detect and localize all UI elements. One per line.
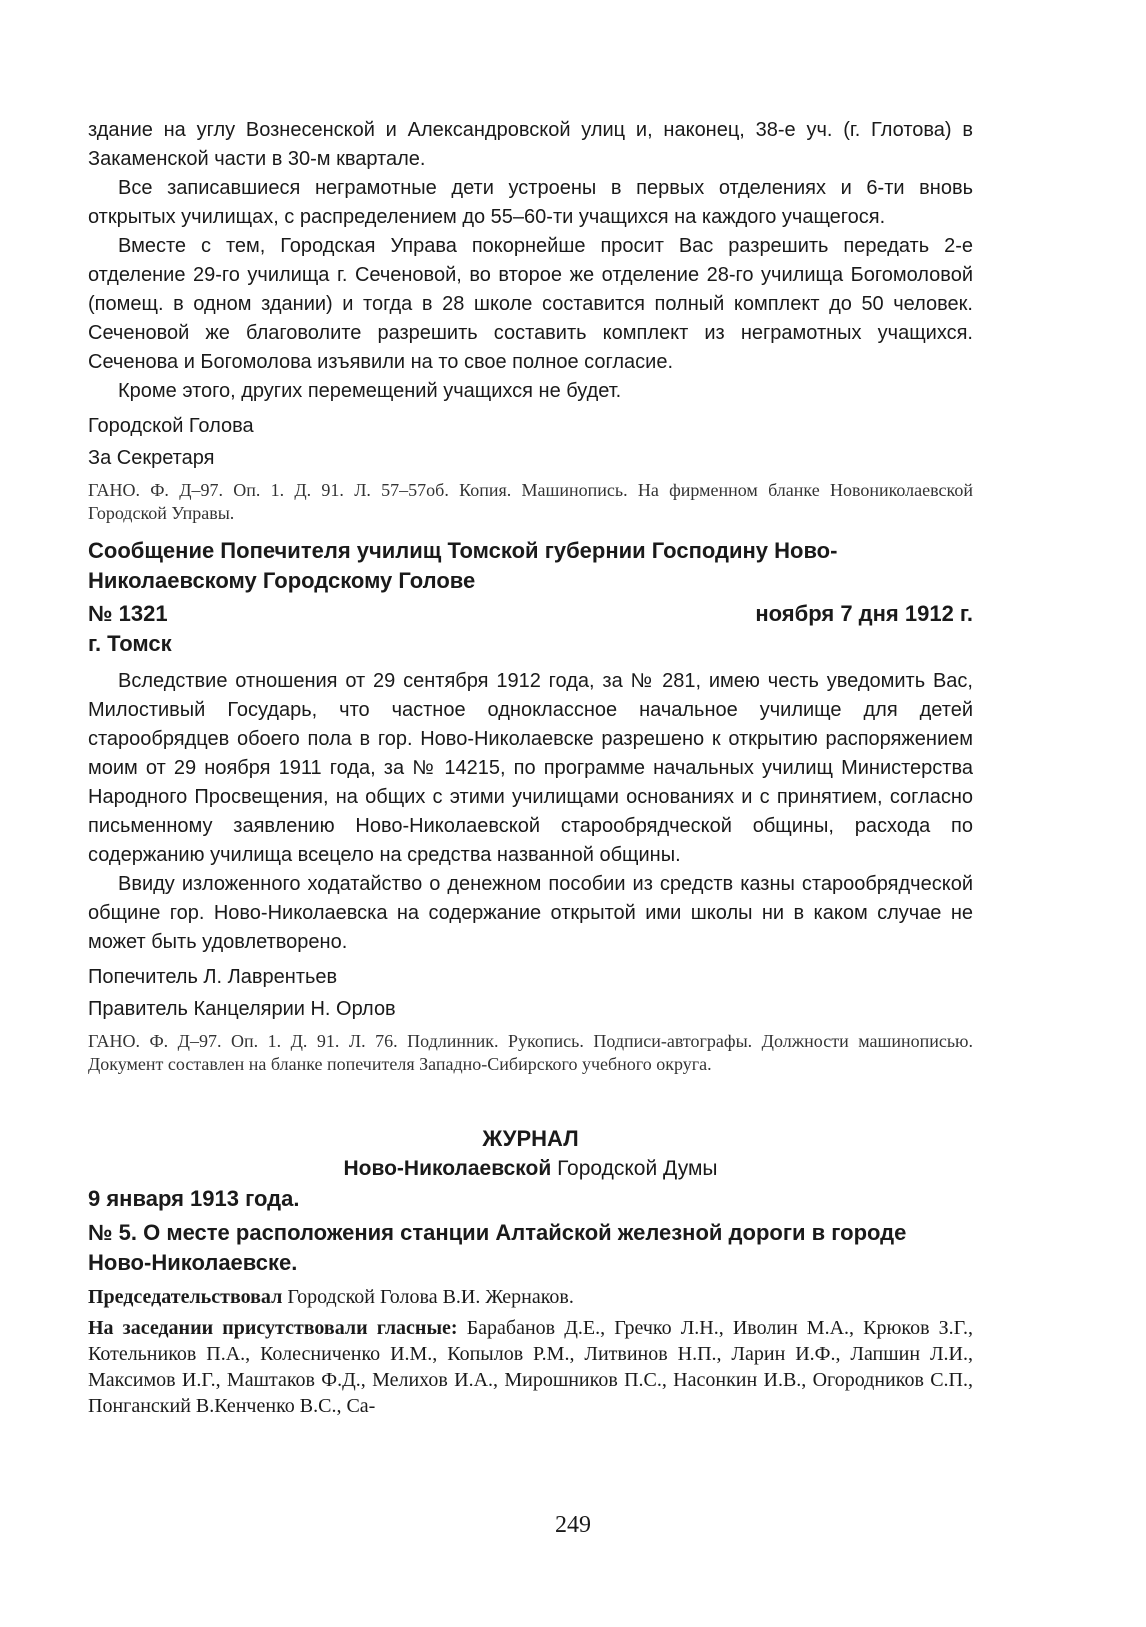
intro-paragraph-3: Вместе с тем, Городская Управа покорнейше просит Вас разрешить передать 2-е отделение 29-го училища г. Сеченовой, во второе же отделение 28-го училища Богомоловой (помещ. в одном здании) и тогда в 28 школе составится полный комплект до 50 человек. Сеченовой же благоволите разрешить составить комплект из неграмотных учащихся. Сеченова и Богомолова изъявили на то свое полное согласие. <box>88 235 973 373</box>
message-paragraph-2: Ввиду изложенного ходатайство о денежном пособии из средств казны старообрядческой общине гор. Ново-Николаевска на содержание открытой ими школы ни в каком случае не может быть удовлетворено. <box>88 873 973 953</box>
signature-chancellery: Правитель Канцелярии Н. Орлов <box>88 998 396 1020</box>
message-place: г. Томск <box>88 631 172 656</box>
page-number: 249 <box>555 1512 591 1538</box>
journal-subheading-bold: Ново-Николаевской <box>343 1157 552 1180</box>
intro-paragraph-2: Все записавшиеся неграмотные дети устроены в первых отделениях и 6-ти вновь открытых училищах, с распределением до 55–60-ти учащихся на каждого учащегося. <box>88 177 973 228</box>
present-text: Барабанов Д.Е., Гречко Л.Н., Иволин М.А., Крюков З.Г., Котельников П.А., Колесниченко И.М., Копылов Р.М., Литвинов Н.П., Ларин И.Ф., Лапшин Л.И., Максимов И.Г., Маштаков Ф.Д., Мелихов И.А., Мирошников П.С., Насонкин И.В., Огородников С.П., Понганский В.Кенченко В.С., Са- <box>88 1317 973 1417</box>
message-title: Сообщение Попечителя училищ Томской губернии Господину Ново-Николаевскому Городскому Голове <box>88 538 838 593</box>
message-date: ноября 7 дня 1912 г. <box>755 601 973 626</box>
message-number: № 1321 <box>88 601 168 626</box>
intro-paragraph-4: Кроме этого, других перемещений учащихся не будет. <box>118 380 622 402</box>
journal-section <box>88 1124 973 1419</box>
signature-trustee: Попечитель Л. Лаврентьев <box>88 966 338 988</box>
journal-date: 9 января 1913 года. <box>88 1186 300 1211</box>
journal-present <box>88 1315 973 1419</box>
archive-note-2: ГАНО. Ф. Д–97. Оп. 1. Д. 91. Л. 76. Подлинник. Рукопись. Подписи-автографы. Должности машинописью. Документ составлен на бланке попечителя Западно-Сибирского учебного округа. <box>88 1031 973 1074</box>
present-label: На заседании присутствовали гласные: <box>88 1317 458 1339</box>
journal-subheading <box>88 1154 973 1184</box>
chaired-text: Городской Голова В.И. Жернаков. <box>282 1286 574 1308</box>
archive-note-1: ГАНО. Ф. Д–97. Оп. 1. Д. 91. Л. 57–57об. Копия. Машинопись. На фирменном бланке Новониколаевской Городской Управы. <box>88 480 973 523</box>
signature-secretary: За Секретаря <box>88 447 215 469</box>
message-section <box>88 536 973 1076</box>
message-paragraph-1: Вследствие отношения от 29 сентября 1912 года, за № 281, имею честь уведомить Вас, Милостивый Государь, что частное одноклассное начальное училище для детей старообрядцев обоего пола в гор. Ново-Николаевске разрешено к открытию распоряжением моим от 29 ноября 1911 года, за № 14215, по программе начальных училищ Министерства Народного Просвещения, на общих с этими училищами основаниях и с принятием, согласно письменному заявлению Ново-Николаевской старообрядческой общины, расхода по содержанию училища всецело на средства названной общины. <box>88 670 973 866</box>
message-meta-row <box>88 599 973 629</box>
journal-heading: ЖУРНАЛ <box>482 1126 579 1151</box>
journal-chaired <box>88 1284 973 1310</box>
journal-subheading-rest: Городской Думы <box>551 1157 718 1180</box>
journal-item-title: № 5. О месте расположения станции Алтайской железной дороги в городе Ново-Николаевске. <box>88 1220 907 1275</box>
signature-mayor: Городской Голова <box>88 415 254 437</box>
intro-section <box>88 116 973 525</box>
intro-paragraph-1: здание на углу Вознесенской и Александровской улиц и, наконец, 38-е уч. (г. Глотова) в Закаменской части в 30-м квартале. <box>88 119 973 170</box>
chaired-label: Председательствовал <box>88 1286 283 1308</box>
